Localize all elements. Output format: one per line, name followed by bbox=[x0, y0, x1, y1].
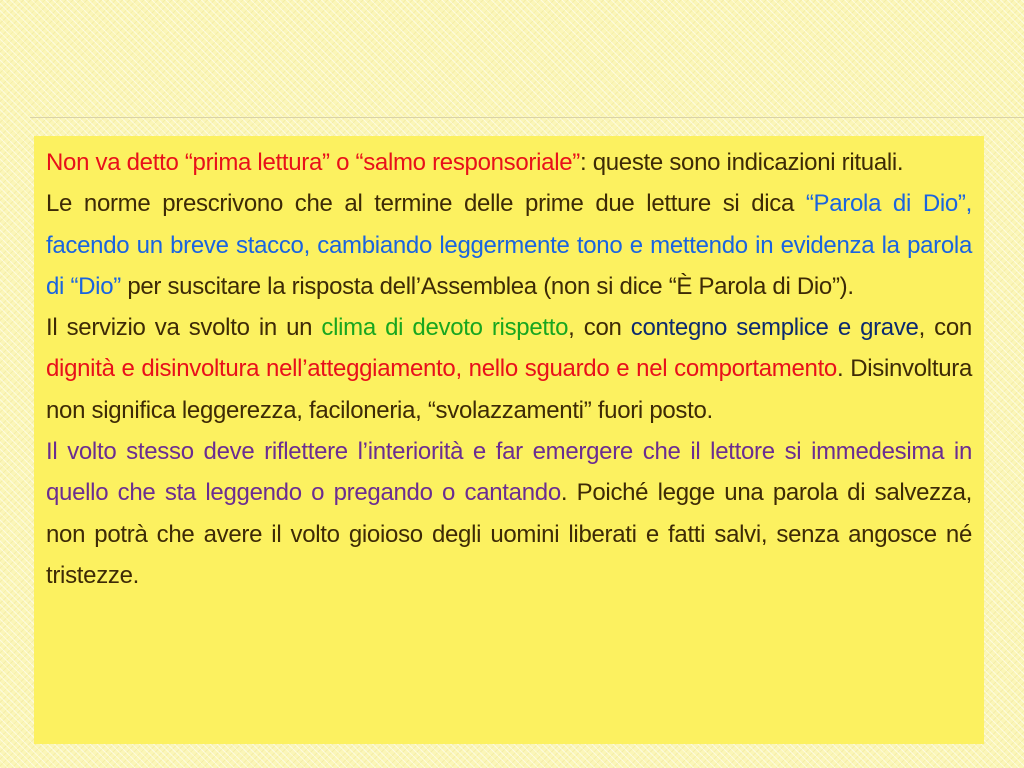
text-run: dignità e disinvoltura nell’atteggiamento, nello sguardo e nel comportamento bbox=[46, 355, 837, 383]
slide-text-box bbox=[34, 136, 984, 744]
text-run: Il volto stesso deve riflettere l’interiorità e far emergere che il lettore si immedesima in quello che sta leggendo o pregando o cantando bbox=[46, 438, 972, 507]
paragraph-servizio bbox=[46, 307, 972, 431]
text-run: . Disinvoltura non significa leggerezza, faciloneria, “svolazzamenti” fuori posto. bbox=[46, 355, 972, 424]
text-run: . Poiché legge una parola di salvezza, non potrà che avere il volto gioioso degli uomini liberati e fatti salvi, senza angosce né tristezze. bbox=[46, 479, 972, 589]
text-run: per suscitare la risposta dell’Assemblea (non si dice “È Parola di Dio”). bbox=[120, 272, 854, 300]
text-run: Non va detto “prima lettura” o “salmo responsoriale” bbox=[46, 149, 580, 176]
text-run: “Parola di Dio”, facendo un breve stacco, cambiando leggermente tono e mettendo in evidenza la parola di “Dio” bbox=[46, 190, 972, 300]
paragraph-norme bbox=[46, 183, 972, 307]
paragraph-prima-lettura bbox=[46, 142, 972, 183]
paragraph-volto bbox=[46, 431, 972, 596]
text-run: Le norme prescrivono che al termine delle prime due letture si dica bbox=[46, 190, 806, 218]
text-run: clima di devoto rispetto bbox=[321, 314, 569, 342]
title-divider-line bbox=[30, 117, 1024, 118]
text-run: , con bbox=[568, 314, 631, 342]
text-run: : queste sono indicazioni rituali. bbox=[579, 149, 904, 176]
text-run: , con bbox=[918, 314, 972, 342]
text-run: Il servizio va svolto in un bbox=[46, 314, 322, 342]
text-run: contegno semplice e grave bbox=[630, 314, 919, 342]
